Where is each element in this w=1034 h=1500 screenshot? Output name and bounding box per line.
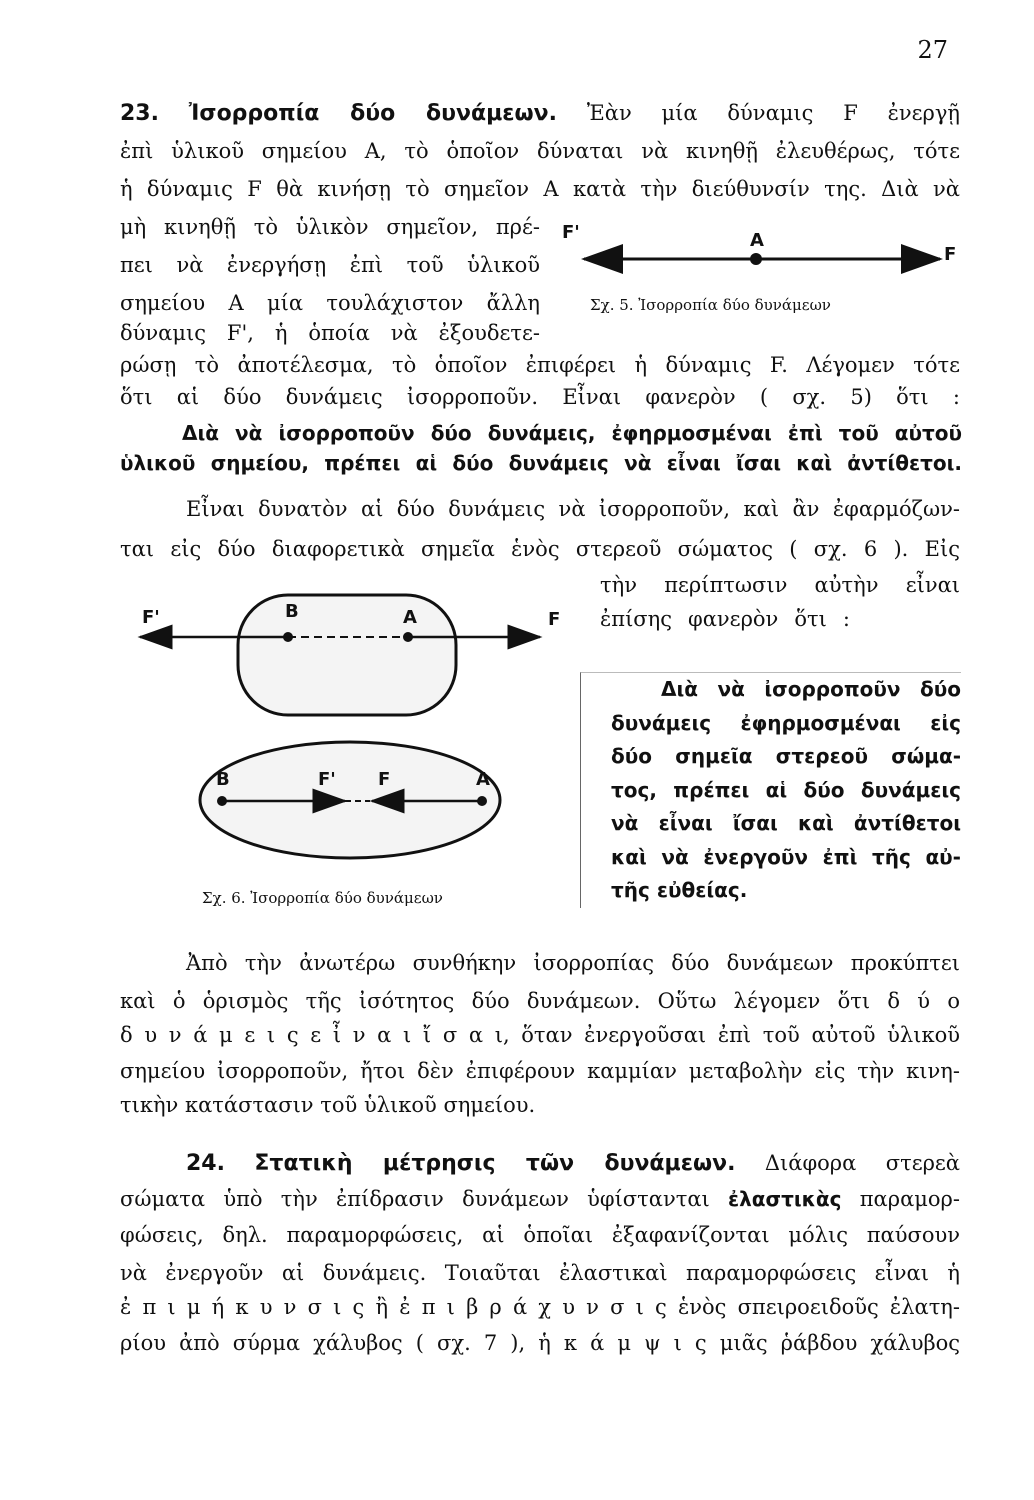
section-24-line-2 bbox=[120, 1186, 960, 1212]
figure-6-label-b: B bbox=[285, 601, 299, 622]
figure-5-label-f: F bbox=[944, 244, 957, 265]
figure-6-label-f: F bbox=[548, 609, 561, 630]
text-line: νὰ ἐνεργοῦν αἱ δυνάμεις. Τοιαῦται ἐλαστικαὶ παραμορφώσεις εἶναι ἡ bbox=[120, 1261, 960, 1285]
figure-6-label-f-prime: F' bbox=[142, 607, 160, 628]
figure-6-label-a: A bbox=[403, 607, 417, 628]
point-a bbox=[750, 253, 762, 265]
section-23-title: Ἰσορροπία δύο δυνάμεων. bbox=[188, 101, 558, 126]
text-span: παραμορ- bbox=[859, 1187, 960, 1211]
figure-6-caption: Σχ. 6. Ἰσορροπία δύο δυνάμεων bbox=[202, 889, 443, 907]
text-line: ρίου ἀπὸ σύρμα χάλυβος ( σχ. 7 ), ἡ κ ά μ ψ ι ς μιᾶς ῥάβδου χάλυβος bbox=[120, 1331, 960, 1355]
rule-line: νὰ εἶναι ἴσαι καὶ ἀντίθετοι bbox=[611, 811, 961, 835]
point-a-top bbox=[403, 632, 413, 642]
rule-line: τος, πρέπει αἱ δύο δυνάμεις bbox=[611, 777, 961, 802]
figure-5-caption: Σχ. 5. Ἰσορροπία δύο δυνάμεων bbox=[590, 296, 831, 314]
text-line: τικὴν κατάστασιν τοῦ ὑλικοῦ σημείου. bbox=[120, 1093, 536, 1117]
rule-line: δύο σημεῖα στερεοῦ σώμα- bbox=[611, 744, 961, 768]
text-line: Εἶναι δυνατὸν αἱ δύο δυνάμεις νὰ ἰσορροποῦν, καὶ ἂν ἐφαρμόζων- bbox=[186, 497, 960, 521]
figure-6-label-f-prime-bottom: F' bbox=[318, 769, 336, 790]
point-b-bottom bbox=[217, 796, 227, 806]
text-line: ὅτι αἱ δύο δυνάμεις ἰσορροποῦν. Εἶναι φανερὸν ( σχ. 5) ὅτι : bbox=[120, 385, 960, 409]
text-line: μὴ κινηθῇ τὸ ὑλικὸν σημεῖον, πρέ- bbox=[120, 215, 540, 239]
text-line: ται εἰς δύο διαφορετικὰ σημεῖα ἑνὸς στερεοῦ σώματος ( σχ. 6 ). Εἰς bbox=[120, 537, 960, 561]
point-a-bottom bbox=[477, 796, 487, 806]
text-line: δύναμις F', ἡ ὁποία νὰ ἐξουδετε- bbox=[120, 321, 540, 345]
rule-line: Διὰ νὰ ἰσορροποῦν δύο δυνάμεις, ἐφηρμοσμέναι ἐπὶ τοῦ αὐτοῦ bbox=[182, 421, 962, 445]
section-23-first-line-text: Ἐὰν μία δύναμις F ἐνεργῇ bbox=[586, 101, 960, 125]
rule-statement-2 bbox=[580, 672, 961, 908]
text-span: σώματα ὑπὸ τὴν ἐπίδρασιν δυνάμεων ὑφίστανται bbox=[120, 1187, 710, 1211]
figure-5 bbox=[560, 220, 960, 330]
text-line: ρώσῃ τὸ ἀποτέλεσμα, τὸ ὁποῖον ἐπιφέρει ἡ δύναμις F. Λέγομεν τότε bbox=[120, 353, 960, 377]
text-line: καὶ ὁ ὁρισμὸς τῆς ἰσότητος δύο δυνάμεων. Οὕτω λέγομεν ὅτι δ ύ ο bbox=[120, 989, 960, 1013]
text-line: ἡ δύναμις F θὰ κινήσῃ τὸ σημεῖον A κατὰ τὴν διεύθυνσίν της. Διὰ νὰ bbox=[120, 177, 960, 201]
figure-6-diagram bbox=[120, 585, 570, 915]
section-23-number: 23. bbox=[120, 101, 159, 126]
text-line: ἐπίσης φανερὸν ὅτι : bbox=[600, 607, 850, 631]
rule-line: καὶ νὰ ἐνεργοῦν ἐπὶ τῆς αὐ- bbox=[611, 844, 961, 869]
figure-5-label-f-prime: F' bbox=[562, 222, 580, 243]
text-line: πει νὰ ἐνεργήσῃ ἐπὶ τοῦ ὑλικοῦ bbox=[120, 253, 540, 277]
point-b-top bbox=[283, 632, 293, 642]
section-23-first-line bbox=[120, 100, 960, 127]
figure-6-label-b-bottom: B bbox=[216, 769, 230, 790]
section-24-first-line bbox=[186, 1150, 960, 1177]
rule-line: Διὰ νὰ ἰσορροποῦν δύο bbox=[661, 677, 961, 701]
section-24-title: Στατικὴ μέτρησις τῶν δυνάμεων. bbox=[254, 1151, 736, 1176]
text-line: ἐπὶ ὑλικοῦ σημείου A, τὸ ὁποῖον δύναται νὰ κινηθῇ ἐλευθέρως, τότε bbox=[120, 139, 960, 163]
rule-line: τῆς εὐθείας. bbox=[611, 878, 748, 902]
text-line: Ἀπὸ τὴν ἀνωτέρω συνθήκην ἰσορροπίας δύο δυνάμεων προκύπτει bbox=[186, 951, 960, 975]
rule-statement-1 bbox=[120, 418, 962, 478]
figure-5-label-a: A bbox=[750, 230, 764, 251]
text-line: φώσεις, δηλ. παραμορφώσεις, αἱ ὁποῖαι ἐξαφανίζονται μόλις παύσουν bbox=[120, 1223, 960, 1247]
text-line: σημείου A μία τουλάχιστον ἄλλη bbox=[120, 291, 540, 315]
rule-line: δυνάμεις ἐφηρμοσμέναι εἰς bbox=[611, 710, 961, 735]
section-24-number: 24. bbox=[186, 1151, 225, 1176]
figure-6-label-f-bottom: F bbox=[378, 769, 391, 790]
text-line: τὴν περίπτωσιν αὐτὴν εἶναι bbox=[600, 573, 960, 597]
section-24-first-line-text: Διάφορα στερεὰ bbox=[764, 1151, 960, 1175]
text-line: ἐ π ι μ ή κ υ ν σ ι ς ἢ ἐ π ι β ρ ά χ υ ν σ ι ς ἑνὸς σπειροειδοῦς ἐλατη- bbox=[120, 1295, 960, 1319]
rule-line: ὑλικοῦ σημείου, πρέπει αἱ δύο δυνάμεις νὰ εἶναι ἴσαι καὶ ἀντίθετοι. bbox=[120, 451, 962, 475]
figure-6 bbox=[120, 585, 570, 915]
page-number: 27 bbox=[917, 36, 948, 64]
rigid-body-top bbox=[238, 595, 456, 715]
text-line: σημείου ἰσορροποῦν, ἤτοι δὲν ἐπιφέρουν καμμίαν μεταβολὴν εἰς τὴν κινη- bbox=[120, 1059, 960, 1083]
text-line: δ υ ν ά μ ε ι ς ε ἶ ν α ι ἴ σ α ι, ὅταν ἐνεργοῦσαι ἐπὶ τοῦ αὐτοῦ ὑλικοῦ bbox=[120, 1023, 960, 1047]
figure-6-label-a-bottom: A bbox=[476, 769, 490, 790]
bold-term: ἐλαστικὰς bbox=[728, 1187, 842, 1211]
